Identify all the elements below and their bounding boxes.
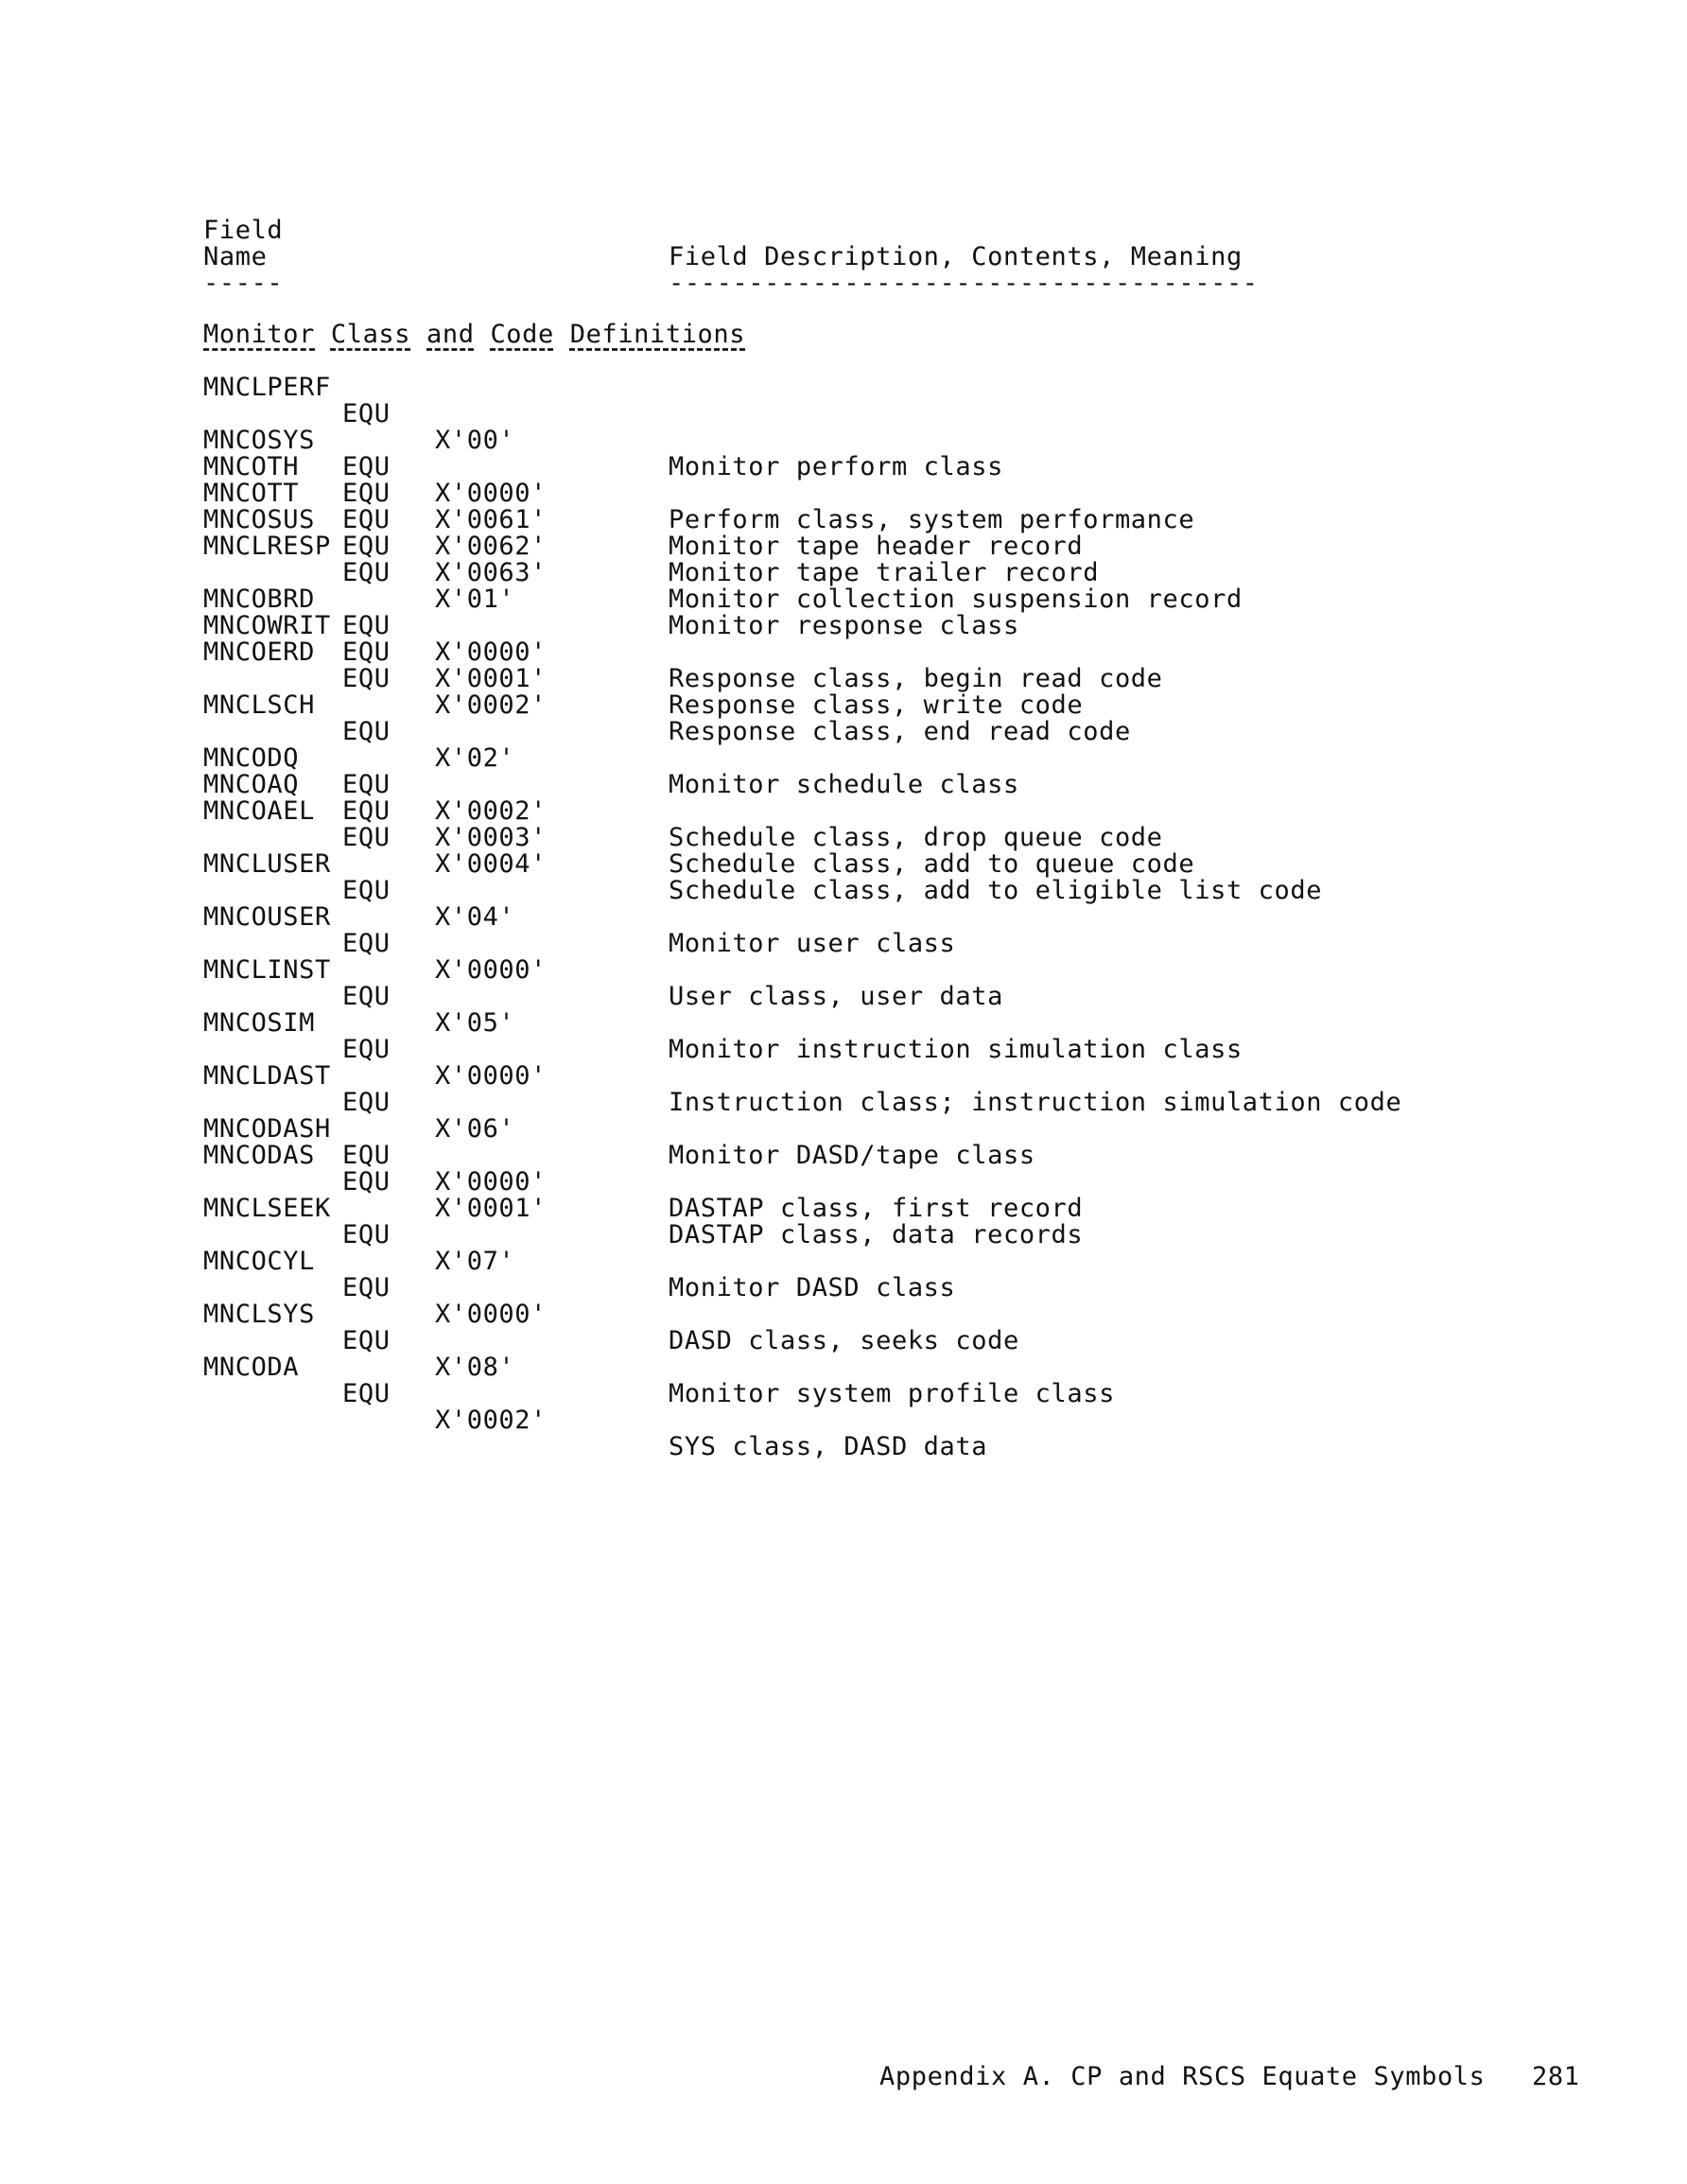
equate-name: MNCOSIM — [203, 1008, 315, 1038]
equate-name: MNCODAS — [203, 1141, 315, 1170]
equate-description: Schedule class, add to queue code — [669, 849, 1195, 879]
equate-value: X'0002' — [435, 1406, 547, 1435]
equate-operator: EQU — [342, 452, 391, 481]
equate-value: X'0002' — [435, 796, 547, 826]
equate-name: MNCODASH — [203, 1114, 331, 1144]
equate-name: MNCOWRIT — [203, 611, 331, 640]
equate-value: X'0000' — [435, 479, 547, 508]
equate-value: X'0002' — [435, 690, 547, 720]
equate-description: Monitor DASD/tape class — [669, 1141, 1035, 1170]
equate-value: X'0000' — [435, 1061, 547, 1091]
equate-value: X'0001' — [435, 1194, 547, 1223]
section-title-word: and — [426, 320, 475, 349]
equate-name: MNCLINST — [203, 955, 331, 985]
equate-description: Monitor schedule class — [669, 770, 1019, 799]
equate-description: Schedule class, add to eligible list code — [669, 876, 1323, 905]
equate-value: X'05' — [435, 1008, 515, 1038]
equate-operator: EQU — [342, 1273, 391, 1302]
section-title-word: Class — [330, 320, 411, 349]
equate-name: MNCOSUS — [203, 505, 315, 534]
equate-name: MNCLRESP — [203, 532, 331, 561]
section-title-word: Monitor — [203, 320, 315, 349]
equate-value: X'0000' — [435, 1300, 547, 1329]
header-description-label: Field Description, Contents, Meaning — [669, 242, 1243, 271]
page-number: 281 — [1532, 2062, 1580, 2091]
equate-value: X'0061' — [435, 505, 547, 534]
equate-description: Monitor tape header record — [669, 532, 1084, 561]
equate-description: Monitor system profile class — [669, 1379, 1115, 1408]
equate-description: Response class, begin read code — [669, 664, 1163, 693]
equate-operator: EQU — [342, 664, 391, 693]
equate-value: X'0003' — [435, 823, 547, 852]
equate-value: X'04' — [435, 902, 515, 932]
equate-description: Monitor tape trailer record — [669, 558, 1100, 587]
equate-operator: EQU — [342, 558, 391, 587]
equate-operator: EQU — [342, 1141, 391, 1170]
header-right-rule: ------------------------------------- — [669, 269, 1259, 298]
equate-description: Monitor response class — [669, 611, 1019, 640]
equate-name: MNCODQ — [203, 743, 300, 773]
equate-description: SYS class, DASD data — [669, 1432, 988, 1461]
equate-name: MNCOTH — [203, 452, 300, 481]
equate-operator: EQU — [342, 1035, 391, 1064]
section-title-word: Code — [490, 320, 554, 349]
equate-operator: EQU — [342, 982, 391, 1011]
equate-value: X'01' — [435, 585, 515, 614]
equate-name: MNCOCYL — [203, 1247, 315, 1276]
equate-description: Response class, end read code — [669, 717, 1131, 746]
equate-description: DASTAP class, first record — [669, 1194, 1084, 1223]
equate-operator: EQU — [342, 532, 391, 561]
equate-value: X'07' — [435, 1247, 515, 1276]
equate-description: Monitor DASD class — [669, 1273, 956, 1302]
equate-value: X'0004' — [435, 849, 547, 879]
equate-operator: EQU — [342, 638, 391, 667]
equate-description: DASTAP class, data records — [669, 1220, 1084, 1249]
equate-description: Monitor instruction simulation class — [669, 1035, 1243, 1064]
equate-description: DASD class, seeks code — [669, 1326, 1019, 1355]
equate-name: MNCLSEEK — [203, 1194, 331, 1223]
equate-value: X'0001' — [435, 664, 547, 693]
equate-name: MNCLUSER — [203, 849, 331, 879]
equate-value: X'08' — [435, 1353, 515, 1382]
equate-operator: EQU — [342, 505, 391, 534]
equate-operator: EQU — [342, 717, 391, 746]
equate-value: X'02' — [435, 743, 515, 773]
equate-operator: EQU — [342, 770, 391, 799]
equate-description: Schedule class, drop queue code — [669, 823, 1163, 852]
equate-value: X'0000' — [435, 638, 547, 667]
equate-name: MNCOSYS — [203, 426, 315, 455]
equate-operator: EQU — [342, 611, 391, 640]
equate-operator: EQU — [342, 929, 391, 958]
equate-operator: EQU — [342, 1379, 391, 1408]
equate-description: Instruction class; instruction simulation code — [669, 1088, 1402, 1117]
section-title — [203, 322, 745, 348]
header-field-label: Field — [203, 216, 284, 245]
equate-name: MNCOAQ — [203, 770, 300, 799]
equate-operator: EQU — [342, 1326, 391, 1355]
equate-operator: EQU — [342, 399, 391, 428]
equate-operator: EQU — [342, 1167, 391, 1197]
equate-name: MNCOTT — [203, 479, 300, 508]
equate-operator: EQU — [342, 479, 391, 508]
equate-name: MNCODA — [203, 1353, 300, 1382]
equate-name: MNCOERD — [203, 638, 315, 667]
equate-value: X'06' — [435, 1114, 515, 1144]
equate-description: Perform class, system performance — [669, 505, 1195, 534]
equate-name: MNCOAEL — [203, 796, 315, 826]
equate-value: X'0063' — [435, 558, 547, 587]
equate-description: Monitor user class — [669, 929, 956, 958]
header-left-rule: ----- — [203, 269, 284, 298]
equate-description: User class, user data — [669, 982, 1003, 1011]
equate-operator: EQU — [342, 1088, 391, 1117]
equate-name: MNCLSCH — [203, 690, 315, 720]
equate-operator: EQU — [342, 796, 391, 826]
equate-value: X'0062' — [435, 532, 547, 561]
equate-value: X'0000' — [435, 1167, 547, 1197]
equate-name: MNCOBRD — [203, 585, 315, 614]
equate-operator: EQU — [342, 1220, 391, 1249]
equate-description: Monitor collection suspension record — [669, 585, 1243, 614]
footer-title: Appendix A. CP and RSCS Equate Symbols — [879, 2062, 1486, 2091]
equate-description: Monitor perform class — [669, 452, 1003, 481]
equate-name: MNCOUSER — [203, 902, 331, 932]
header-name-label: Name — [203, 242, 268, 271]
equate-operator: EQU — [342, 823, 391, 852]
equate-description: Response class, write code — [669, 690, 1084, 720]
equate-operator: EQU — [342, 876, 391, 905]
equate-value: X'00' — [435, 426, 515, 455]
equate-name: MNCLSYS — [203, 1300, 315, 1329]
equate-value: X'0000' — [435, 955, 547, 985]
equate-name: MNCLPERF — [203, 373, 331, 402]
equate-name: MNCLDAST — [203, 1061, 331, 1091]
section-title-word: Definitions — [569, 320, 746, 349]
